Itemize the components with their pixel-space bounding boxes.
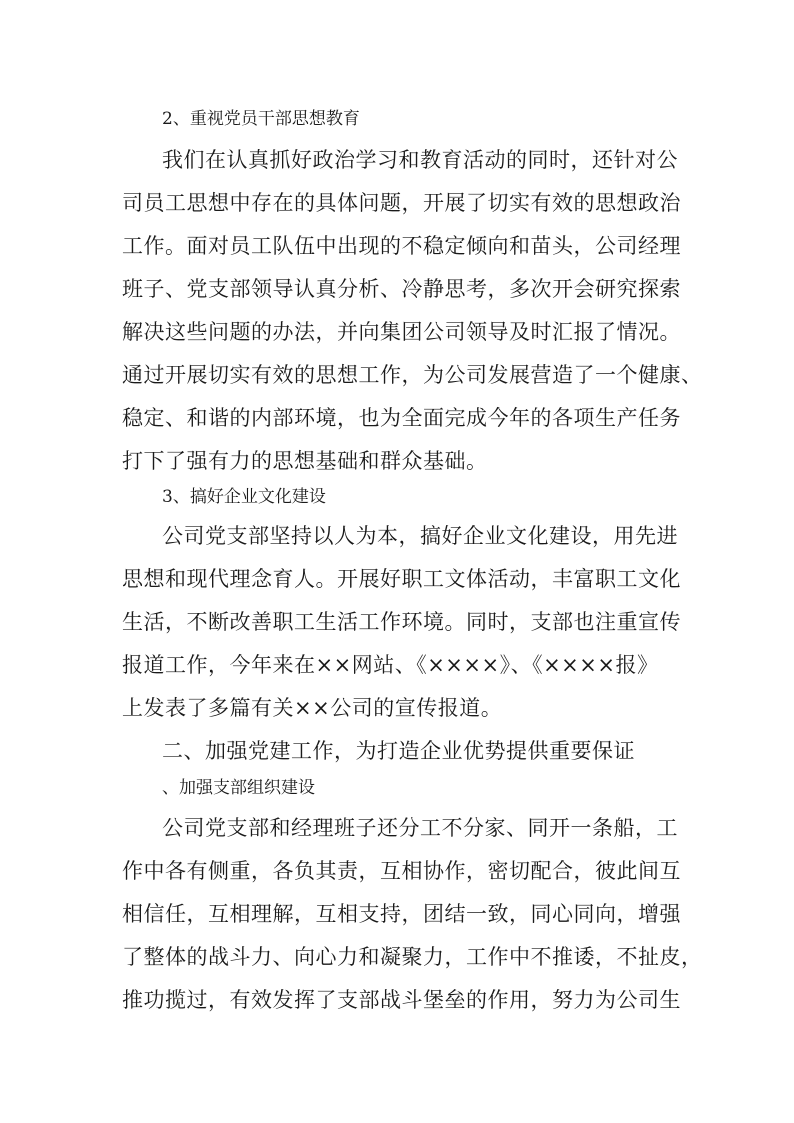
paragraph-1-line-8: 打下了强有力的思想基础和群众基础。 [122,449,488,473]
paragraph-3-line-5: 推功揽过，有效发挥了支部战斗堡垒的作用，努力为公司生 [122,988,681,1012]
paragraph-3-line-1: 公司党支部和经理班子还分工不分家、同开一条船，工 [162,816,678,840]
paragraph-3-line-2: 作中各有侧重，各负其责，互相协作，密切配合，彼此间互 [122,859,681,883]
paragraph-3-line-3: 相信任，互相理解，互相支持，团结一致，同心同向，增强 [122,902,681,926]
paragraph-2-line-3: 生活，不断改善职工生活工作环境。同时，支部也注重宣传 [122,610,681,634]
paragraph-1-line-4: 班子、党支部领导认真分析、冷静思考，多次开会研究探索 [122,277,681,301]
paragraph-2-line-4: 报道工作，今年来在××网站、《××××》、《××××报》 [122,653,659,677]
part-heading-2: 二、加强党建工作，为打造企业优势提供重要保证 [162,739,635,763]
paragraph-2-line-2: 思想和现代理念育人。开展好职工文体活动，丰富职工文化 [122,567,681,591]
subsection-heading: 、加强支部组织建设 [162,778,315,798]
paragraph-1-line-7: 稳定、和谐的内部环境，也为全面完成今年的各项生产任务 [122,406,681,430]
section-heading-2: 2、重视党员干部思想教育 [162,109,360,129]
paragraph-1-line-6: 通过开展切实有效的思想工作，为公司发展营造了一个健康、 [122,363,703,387]
paragraph-2-line-1: 公司党支部坚持以人为本，搞好企业文化建设，用先进 [162,524,678,548]
paragraph-1-line-5: 解决这些问题的办法，并向集团公司领导及时汇报了情况。 [122,320,681,344]
paragraph-1-line-3: 工作。面对员工队伍中出现的不稳定倾向和苗头，公司经理 [122,234,681,258]
paragraph-1-line-1: 我们在认真抓好政治学习和教育活动的同时，还针对公 [162,148,678,172]
paragraph-1-line-2: 司员工思想中存在的具体问题，开展了切实有效的思想政治 [122,191,681,215]
paragraph-3-line-4: 了整体的战斗力、向心力和凝聚力，工作中不推诿，不扯皮， [122,945,703,969]
paragraph-2-line-5: 上发表了多篇有关××公司的宣传报道。 [122,696,503,720]
section-heading-3: 3、搞好企业文化建设 [162,487,326,507]
